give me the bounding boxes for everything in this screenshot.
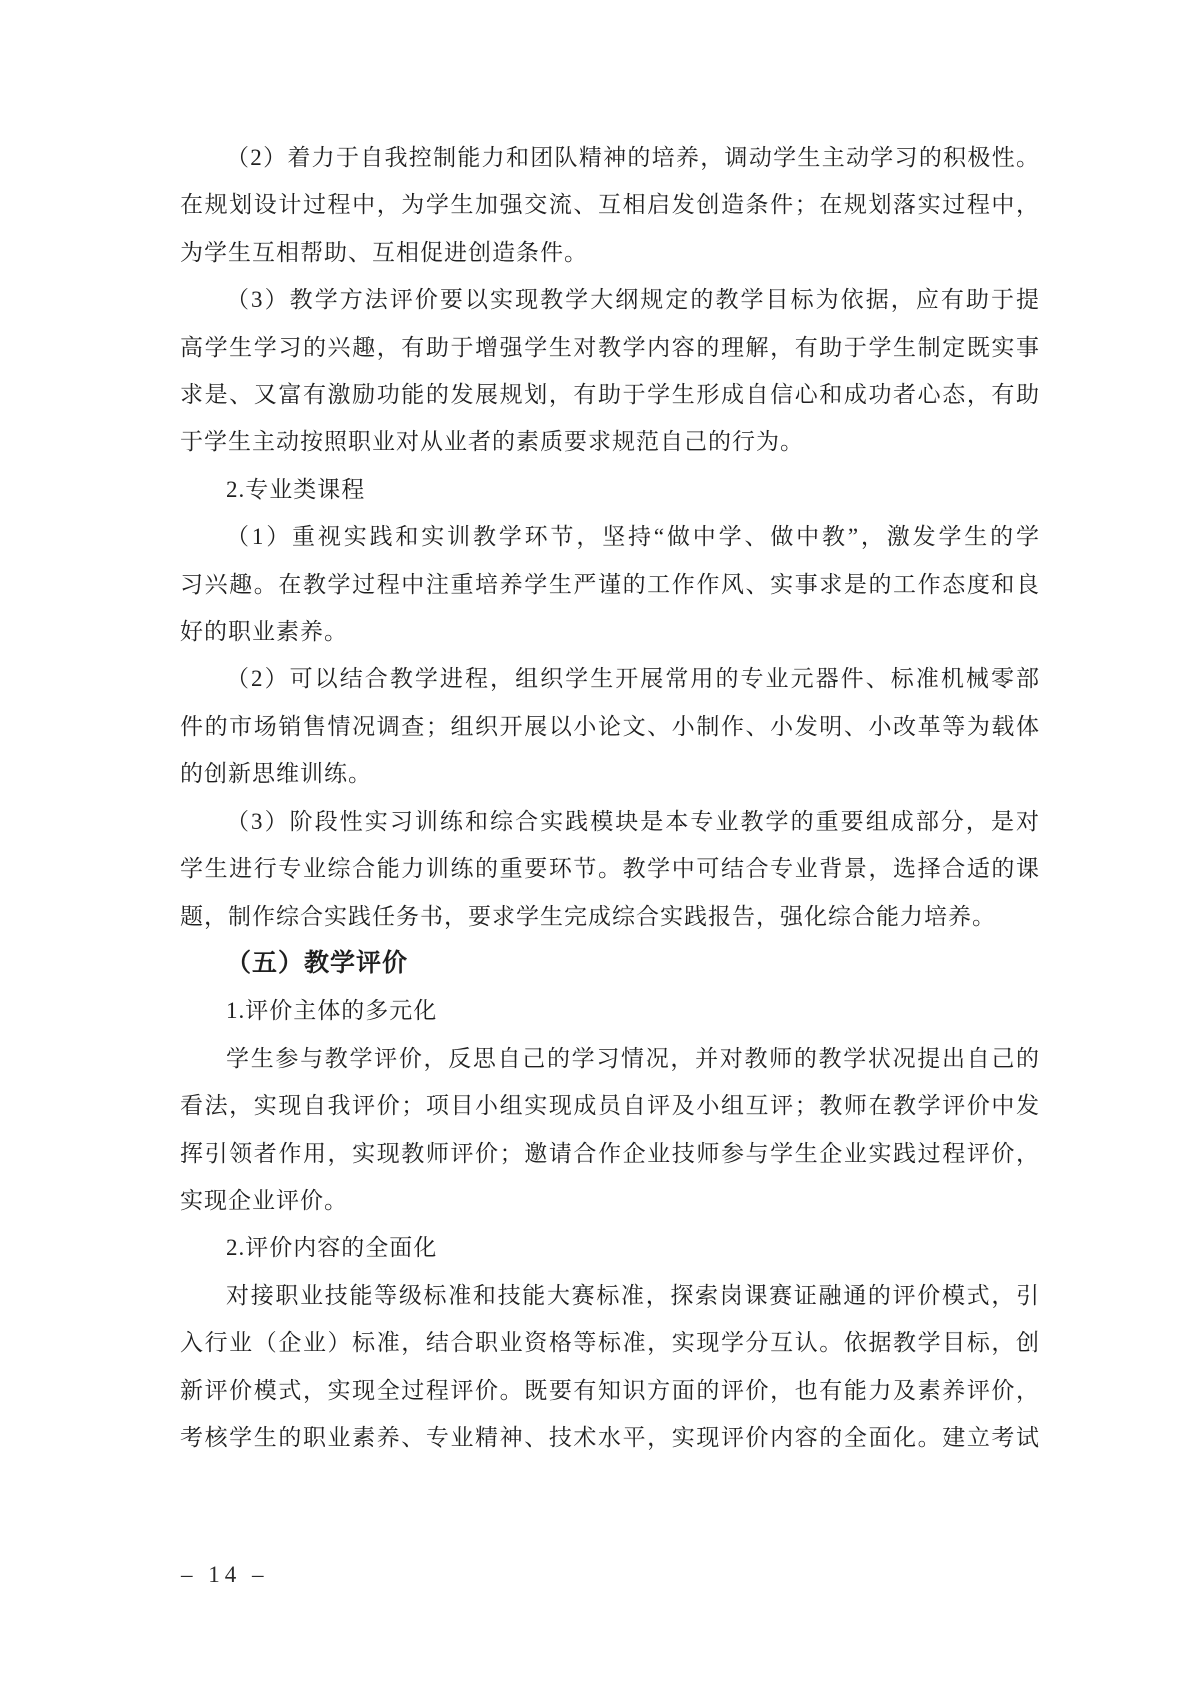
text-line: 考核学生的职业素养、专业精神、技术水平，实现评价内容的全面化。建立考试 <box>180 1424 1040 1450</box>
text-line: 对接职业技能等级标准和技能大赛标准，探索岗课赛证融通的评价模式，引 <box>226 1282 1040 1308</box>
text-line: 实现企业评价。 <box>180 1187 348 1213</box>
text-line: （3）教学方法评价要以实现教学大纲规定的教学目标为依据，应有助于提 <box>226 287 1040 313</box>
text-line: （2）可以结合教学进程，组织学生开展常用的专业元器件、标准机械零部 <box>226 666 1040 692</box>
text-line: 挥引领者作用，实现教师评价；邀请合作企业技师参与学生企业实践过程评价， <box>180 1140 1040 1166</box>
text-line: 求是、又富有激励功能的发展规划，有助于学生形成自信心和成功者心态，有助 <box>180 382 1040 408</box>
text-line: 新评价模式，实现全过程评价。既要有知识方面的评价，也有能力及素养评价， <box>180 1377 1040 1403</box>
text-line: 的创新思维训练。 <box>180 761 372 787</box>
text-line: 看法，实现自我评价；项目小组实现成员自评及小组互评；教师在教学评价中发 <box>180 1093 1040 1119</box>
text-line: 件的市场销售情况调查；组织开展以小论文、小制作、小发明、小改革等为载体 <box>180 713 1040 739</box>
text-line: 为学生互相帮助、互相促进创造条件。 <box>180 239 588 265</box>
text-line: 好的职业素养。 <box>180 619 348 645</box>
text-line: （2）着力于自我控制能力和团队精神的培养，调动学生主动学习的积极性。 <box>226 145 1040 170</box>
section-heading: （五）教学评价 <box>226 948 409 977</box>
text-line: （1）重视实践和实训教学环节，坚持“做中学、做中教”，激发学生的学 <box>226 524 1040 550</box>
text-line: 入行业（企业）标准，结合职业资格等标准，实现学分互认。依据教学目标，创 <box>180 1330 1040 1356</box>
text-line: 2.专业类课程 <box>226 476 366 502</box>
text-line: 学生进行专业综合能力训练的重要环节。教学中可结合专业背景，选择合适的课 <box>180 856 1040 882</box>
text-line: （3）阶段性实习训练和综合实践模块是本专业教学的重要组成部分，是对 <box>226 808 1040 834</box>
text-line: 习兴趣。在教学过程中注重培养学生严谨的工作作风、实事求是的工作态度和良 <box>180 571 1040 597</box>
text-line: 学生参与教学评价，反思自己的学习情况，并对教师的教学状况提出自己的 <box>226 1045 1040 1071</box>
document-body <box>180 134 1040 1461</box>
text-line: 高学生学习的兴趣，有助于增强学生对教学内容的理解，有助于学生制定既实事 <box>180 334 1040 360</box>
text-line: 1.评价主体的多元化 <box>226 998 438 1024</box>
text-line: 2.评价内容的全面化 <box>226 1235 438 1261</box>
page-number: – 14 – <box>181 1562 269 1587</box>
text-line: 题，制作综合实践任务书，要求学生完成综合实践报告，强化综合能力培养。 <box>180 903 996 929</box>
text-line: 于学生主动按照职业对从业者的素质要求规范自己的行为。 <box>180 429 804 455</box>
text-line: 在规划设计过程中，为学生加强交流、互相启发创造条件；在规划落实过程中， <box>180 192 1040 218</box>
